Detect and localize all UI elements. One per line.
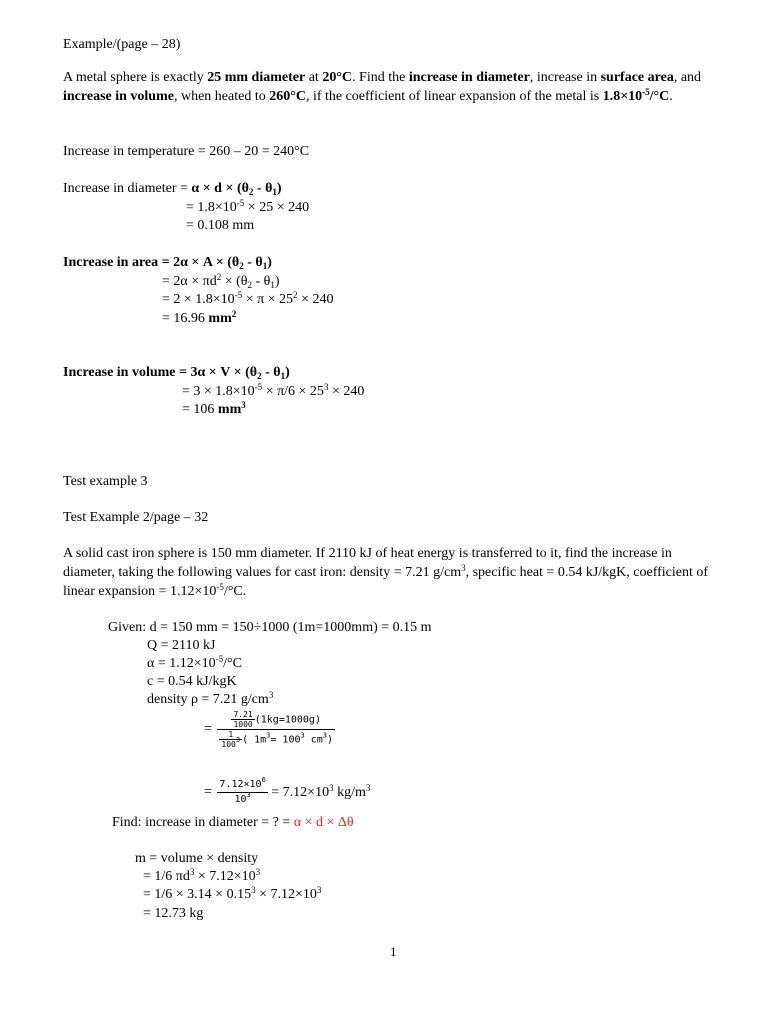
area-step-2: = $2 \times 1.8\times 10^{-5} \times \pi \times 25^2 \times 240$: [162, 290, 334, 307]
test-example-2-heading: Test Example 2/page – 32: [63, 510, 209, 525]
given-heat-line: Q = 2110 kJ: [147, 638, 216, 653]
mass-step-2: = $1/6 \times 3.14 \times 0.15^3 \times 7.12\times 10^3$: [143, 885, 322, 902]
mass-formula-line: m = volume × density: [135, 851, 259, 866]
find-line: Find: increase in diameter = ? = α × d × Δθ: [112, 815, 354, 830]
area-step-1: = $2\alpha \times \pi d^2 \times (\theta_2 - \theta_1)$: [162, 272, 280, 290]
density-conversion-fraction: = $\frac{7.21}{1000}$ (1kg=1000g) $\frac{1}{100^3}$ ( $1m^3= 100^3$ $cm^3$): [204, 710, 334, 749]
given-diameter-line: Given: d = 150 mm = 150÷1000 (1m=1000mm) = 0.15 m: [108, 620, 432, 635]
given-alpha-line: $\alpha = 1.12\times 10^{-5}/^\circ C$: [147, 654, 242, 671]
problem-2-statement: A solid cast iron sphere is 150 mm diameter. If 2110 kJ of heat energy is transferred to it, find the increase in diameter, taking the following values for cast iron: density = 7.21 $g/cm^3$, specific heat = 0.54 kJ/kgK, coefficient of linear expansion = $1.12\times 10^{-5}/^\circ C$.: [63, 546, 709, 599]
density-result-fraction: = $\frac{7.12\times 10^6}{10^3}$ = $7.12\times 10^3$ $kg/m^3$: [204, 776, 371, 805]
given-density-line: density ρ = 7.21 $g/cm^3$: [147, 690, 274, 707]
diameter-result: = 0.108 mm: [186, 218, 255, 233]
volume-result: = 106 $mm^3$: [182, 400, 246, 417]
diameter-formula-line: Increase in diameter = $\alpha \times d \times (\theta_2 - \theta_1)$: [63, 181, 282, 197]
temperature-increase-line: Increase in temperature = 260 – 20 = 240°C: [63, 144, 310, 159]
find-formula-highlight: α × d × Δθ: [293, 815, 354, 830]
given-specific-heat-line: c = 0.54 kJ/kgK: [147, 674, 237, 689]
test-example-3-heading: Test example 3: [63, 474, 148, 489]
mass-result: = 12.73 kg: [143, 906, 204, 921]
volume-formula-line: Increase in volume = $3\alpha \times V \times (\theta_2 - \theta_1)$: [63, 365, 290, 381]
page-header: Example/(page – 28): [63, 37, 181, 52]
volume-step-1: = $3 \times 1.8\times 10^{-5} \times \pi/6 \times 25^3 \times 240$: [182, 382, 365, 399]
page-number: 1: [390, 944, 397, 959]
diameter-step-1: = $1.8\times 10^{-5} \times 25 \times 240$: [186, 198, 310, 215]
problem-1-statement: A metal sphere is exactly 25 mm diameter at 20°C. Find the increase in diameter, increase in surface area, and increase in volume, when heated to 260°C, if the coefficient of linear expansion of the metal is $1.8\times 10^{-5}/^\circ C$.: [63, 70, 702, 104]
mass-step-1: = 1/6 $\pi d^3 \times 7.12\times 10^3$: [143, 867, 261, 884]
area-result: = 16.96 $mm^2$: [162, 309, 237, 326]
area-formula-line: Increase in area = $2\alpha \times A \times (\theta_2 - \theta_1)$: [63, 255, 272, 271]
